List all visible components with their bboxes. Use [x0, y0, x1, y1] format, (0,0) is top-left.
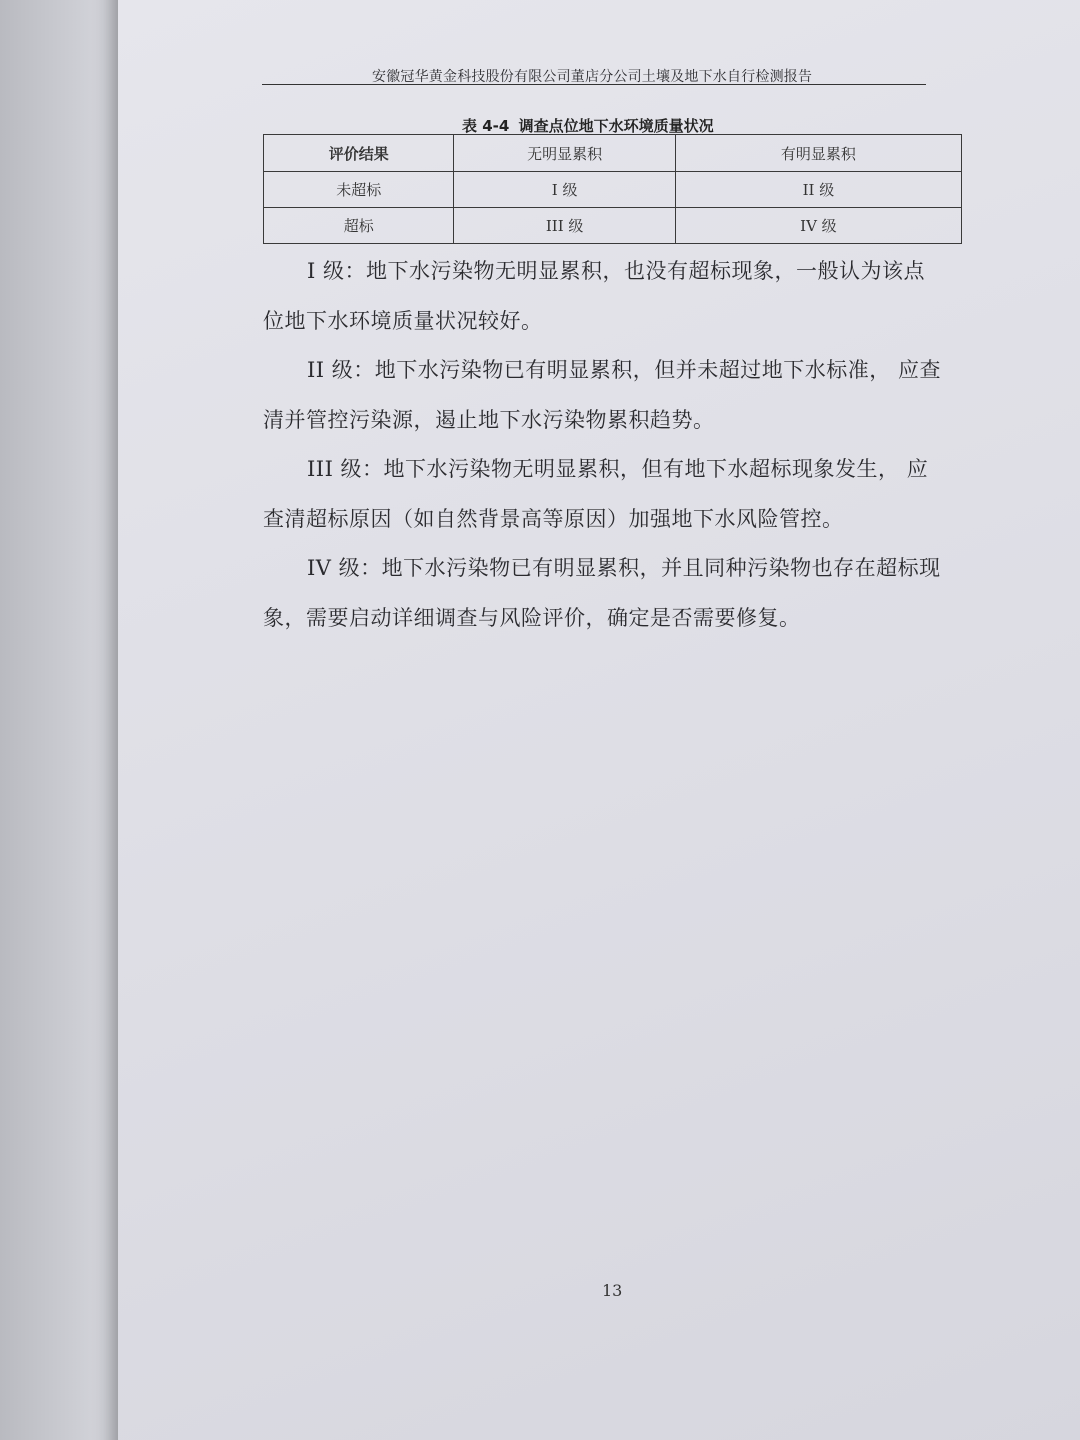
table-header-cell: 无明显累积: [454, 135, 675, 172]
table-caption-number: 表 4-4: [462, 117, 510, 135]
table-header-cell: 有明显累积: [675, 135, 961, 172]
paragraph-level-2: II 级：地下水污染物已有明显累积，但并未超过地下水标准， 应查清并管控污染源，遏止地下水污染物累积趋势。: [263, 358, 941, 432]
table-cell: IV 级: [675, 208, 961, 244]
table-cell: III 级: [454, 208, 675, 244]
table-caption: [462, 115, 714, 136]
paragraph-level-1: I 级：地下水污染物无明显累积，也没有超标现象，一般认为该点位地下水环境质量状况较好。: [263, 259, 925, 333]
table-header-row: [264, 135, 962, 172]
paragraph-level-4: IV 级：地下水污染物已有明显累积，并且同种污染物也存在超标现象，需要启动详细调查与风险评价，确定是否需要修复。: [263, 556, 941, 630]
running-header: 安徽冠华黄金科技股份有限公司董店分公司土壤及地下水自行检测报告: [372, 69, 813, 85]
table-header-cell: 评价结果: [264, 135, 454, 172]
table-cell: II 级: [675, 172, 961, 208]
paragraph-level-3: III 级：地下水污染物无明显累积，但有地下水超标现象发生， 应查清超标原因（如自然背景高等原因）加强地下水风险管控。: [263, 457, 929, 531]
page-number: 13: [602, 1281, 623, 1300]
header-rule: [262, 84, 926, 85]
quality-table: [263, 134, 962, 244]
table-row: [264, 208, 962, 244]
table-cell: 超标: [264, 208, 454, 244]
table-row: [264, 172, 962, 208]
table-caption-title: 调查点位地下水环境质量状况: [518, 117, 714, 135]
table-cell: I 级: [454, 172, 675, 208]
table-cell: 未超标: [264, 172, 454, 208]
